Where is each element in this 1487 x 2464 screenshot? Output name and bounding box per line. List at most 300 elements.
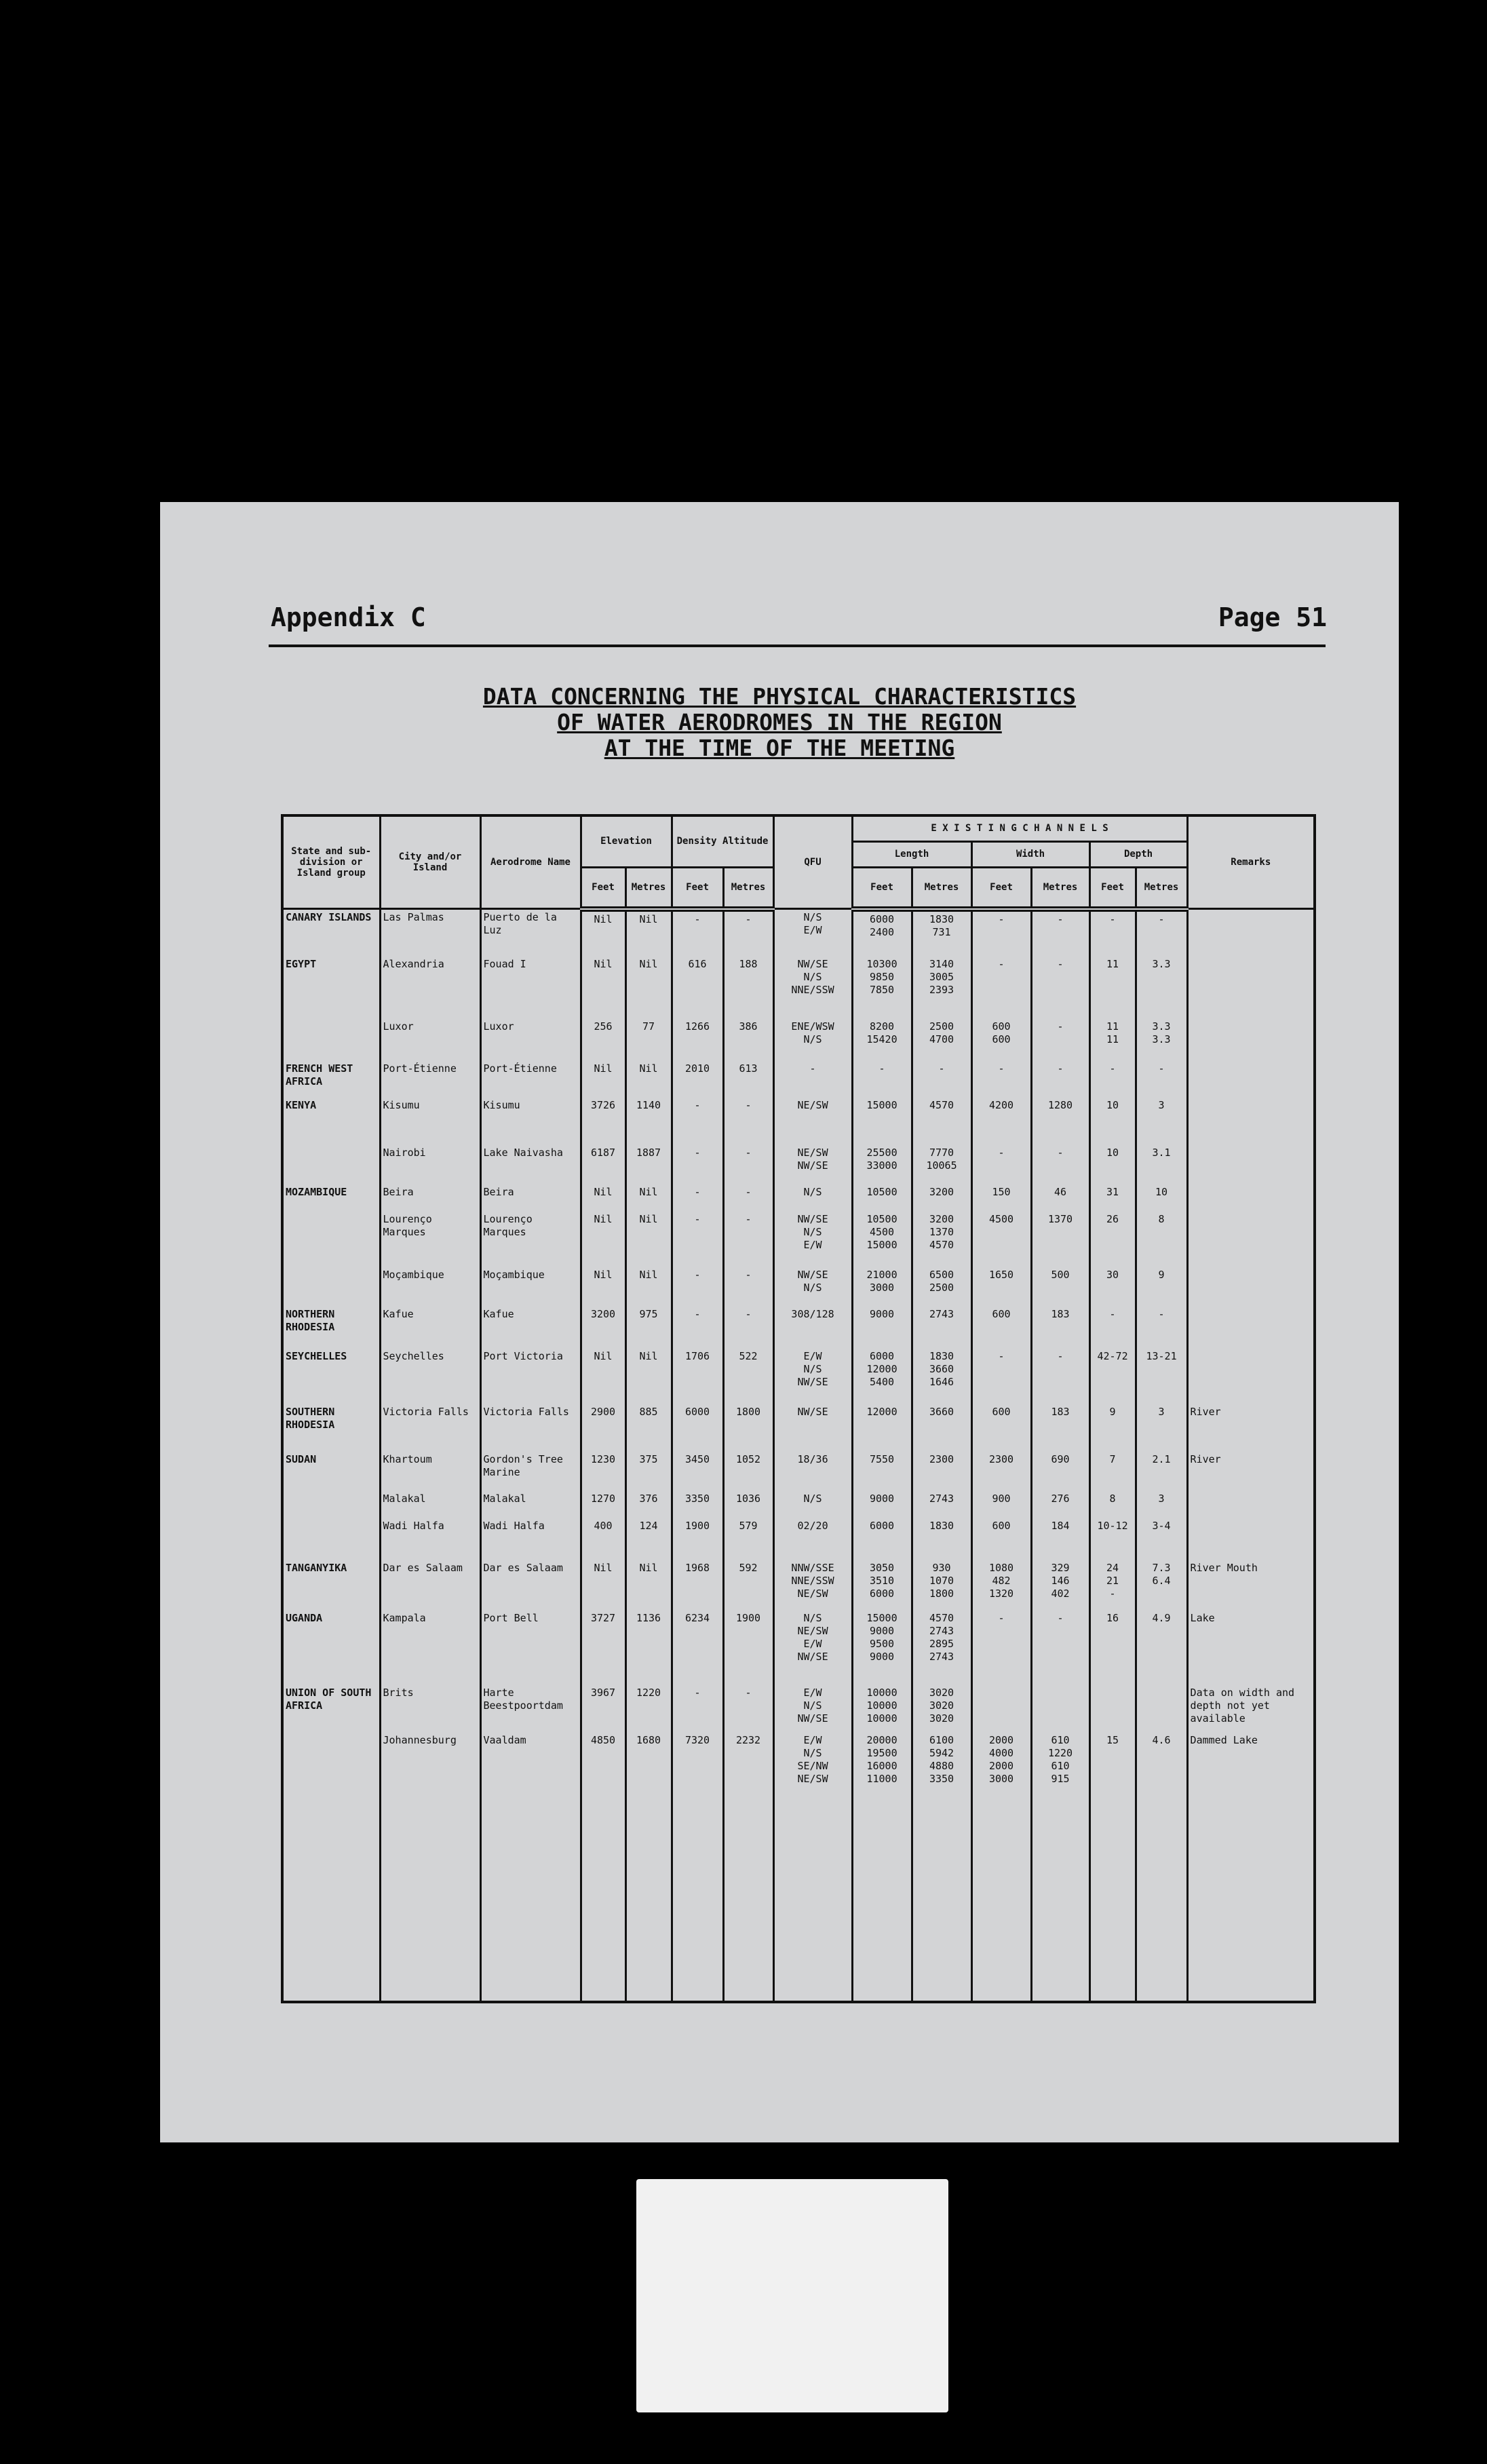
cell-elevation-metres: Nil <box>625 1061 672 1098</box>
cell-qfu: N/S <box>773 1491 852 1518</box>
cell-qfu: E/W N/S SE/NW NE/SW <box>773 1733 852 1807</box>
cell-width-metres: 1280 <box>1031 1098 1089 1145</box>
cell-depth-metres: 4.6 <box>1136 1733 1187 1807</box>
cell-remarks: Dammed Lake <box>1187 1733 1315 1807</box>
cell-elevation-feet: 3967 <box>581 1685 625 1733</box>
cell-aerodrome: Puerto de la Luz <box>480 909 581 957</box>
cell-city: Kampala <box>380 1611 480 1685</box>
table-row <box>282 1145 1315 1185</box>
cell-width-metres: 610 1220 610 915 <box>1031 1733 1089 1807</box>
cell-width-metres: 690 <box>1031 1452 1089 1491</box>
cell-qfu: NE/SW NW/SE <box>773 1145 852 1185</box>
cell-width-feet: 2000 4000 2000 3000 <box>971 1733 1031 1807</box>
cell-city: Victoria Falls <box>380 1404 480 1452</box>
cell-width-feet: 600 <box>971 1518 1031 1560</box>
cell-remarks <box>1187 1019 1315 1061</box>
cell-width-feet: 600 600 <box>971 1019 1031 1061</box>
col-depth: Depth <box>1089 841 1187 867</box>
cell-remarks <box>1187 909 1315 957</box>
col-elevation: Elevation <box>581 815 672 867</box>
cell-remarks <box>1187 1267 1315 1307</box>
cell-width-metres: 1370 <box>1031 1212 1089 1267</box>
cell-city: Khartoum <box>380 1452 480 1491</box>
cell-width-metres: 184 <box>1031 1518 1089 1560</box>
cell-depth-metres: 3.3 <box>1136 957 1187 1019</box>
cell-qfu: ENE/WSW N/S <box>773 1019 852 1061</box>
cell-aerodrome: Beira <box>480 1185 581 1212</box>
density-metres: Metres <box>723 867 773 909</box>
appendix-label: Appendix C <box>271 602 426 632</box>
table-row <box>282 1404 1315 1452</box>
cell-city: Kafue <box>380 1307 480 1349</box>
cell-length-metres: 4570 <box>912 1098 971 1145</box>
cell-width-metres <box>1031 1685 1089 1733</box>
cell-elevation-metres: 1220 <box>625 1685 672 1733</box>
cell-aerodrome: Vaaldam <box>480 1733 581 1807</box>
cell-elevation-feet: Nil <box>581 1212 625 1267</box>
cell-remarks <box>1187 957 1315 1019</box>
cell-elevation-feet: 2900 <box>581 1404 625 1452</box>
cell-depth-feet: 7 <box>1089 1452 1136 1491</box>
width-metres: Metres <box>1031 867 1089 909</box>
cell-density-feet: 6000 <box>672 1404 723 1452</box>
cell-remarks: Data on width and depth not yet available <box>1187 1685 1315 1733</box>
cell-depth-feet: 30 <box>1089 1267 1136 1307</box>
cell-state <box>282 1491 380 1518</box>
cell-elevation-metres: 77 <box>625 1019 672 1061</box>
cell-qfu: NW/SE N/S E/W <box>773 1212 852 1267</box>
cell-qfu: 02/20 <box>773 1518 852 1560</box>
cell-city: Moçambique <box>380 1267 480 1307</box>
cell-elevation-metres: 1680 <box>625 1733 672 1807</box>
cell-state: UNION OF SOUTH AFRICA <box>282 1685 380 1733</box>
cell-remarks <box>1187 1185 1315 1212</box>
cell-width-feet: 4200 <box>971 1098 1031 1145</box>
cell-elevation-metres: Nil <box>625 1267 672 1307</box>
cell-width-metres: - <box>1031 957 1089 1019</box>
cell-depth-metres: 8 <box>1136 1212 1187 1267</box>
width-feet: Feet <box>971 867 1031 909</box>
cell-width-metres: - <box>1031 1061 1089 1098</box>
cell-length-metres: 3140 3005 2393 <box>912 957 971 1019</box>
title-line-1: DATA CONCERNING THE PHYSICAL CHARACTERISTICS <box>482 683 1077 710</box>
col-length: Length <box>852 841 971 867</box>
cell-length-feet: 21000 3000 <box>852 1267 912 1307</box>
cell-length-feet: 3050 3510 6000 <box>852 1560 912 1611</box>
cell-elevation-feet: 3726 <box>581 1098 625 1145</box>
cell-remarks <box>1187 1061 1315 1098</box>
cell-density-metres: 2232 <box>723 1733 773 1807</box>
cell-density-feet: 1968 <box>672 1560 723 1611</box>
table-row <box>282 1212 1315 1267</box>
cell-density-feet: - <box>672 1267 723 1307</box>
cell-depth-feet: 16 <box>1089 1611 1136 1685</box>
cell-state: CANARY ISLANDS <box>282 909 380 957</box>
cell-width-metres: 500 <box>1031 1267 1089 1307</box>
density-feet: Feet <box>672 867 723 909</box>
table-row <box>282 909 1315 957</box>
cell-state: EGYPT <box>282 957 380 1019</box>
cell-width-metres: 183 <box>1031 1404 1089 1452</box>
blank-card <box>636 2179 948 2412</box>
cell-depth-feet: - <box>1089 1061 1136 1098</box>
cell-depth-metres: 3.3 3.3 <box>1136 1019 1187 1061</box>
cell-remarks <box>1187 1349 1315 1404</box>
cell-remarks <box>1187 1145 1315 1185</box>
cell-elevation-feet: 6187 <box>581 1145 625 1185</box>
cell-depth-metres: 3-4 <box>1136 1518 1187 1560</box>
aerodrome-table <box>281 814 1316 2003</box>
cell-city: Brits <box>380 1685 480 1733</box>
cell-state: TANGANYIKA <box>282 1560 380 1611</box>
cell-city: Seychelles <box>380 1349 480 1404</box>
cell-width-feet: - <box>971 957 1031 1019</box>
cell-state: NORTHERN RHODESIA <box>282 1307 380 1349</box>
cell-elevation-metres: 1887 <box>625 1145 672 1185</box>
page-number: Page 51 <box>1218 602 1327 632</box>
empty-cell <box>773 1807 852 2003</box>
cell-elevation-metres: 376 <box>625 1491 672 1518</box>
cell-width-feet: - <box>971 1061 1031 1098</box>
cell-length-feet: 15000 <box>852 1098 912 1145</box>
cell-length-metres: 1830 <box>912 1518 971 1560</box>
cell-depth-feet: 10 <box>1089 1145 1136 1185</box>
cell-qfu: N/S <box>773 1185 852 1212</box>
cell-elevation-feet: Nil <box>581 1560 625 1611</box>
depth-feet: Feet <box>1089 867 1136 909</box>
cell-qfu: 18/36 <box>773 1452 852 1491</box>
cell-state <box>282 1019 380 1061</box>
table-row <box>282 1061 1315 1098</box>
cell-aerodrome: Port Bell <box>480 1611 581 1685</box>
cell-length-metres: 1830 3660 1646 <box>912 1349 971 1404</box>
cell-qfu: NE/SW <box>773 1098 852 1145</box>
cell-density-feet: - <box>672 1098 723 1145</box>
table-body <box>282 909 1315 2003</box>
cell-qfu: 308/128 <box>773 1307 852 1349</box>
cell-density-metres: 592 <box>723 1560 773 1611</box>
col-aerodrome: Aerodrome Name <box>480 815 581 909</box>
col-existing-channels: E X I S T I N G C H A N N E L S <box>852 815 1187 841</box>
cell-depth-metres: 3 <box>1136 1098 1187 1145</box>
cell-remarks <box>1187 1212 1315 1267</box>
cell-width-metres: - <box>1031 1611 1089 1685</box>
table-row <box>282 1098 1315 1145</box>
depth-metres: Metres <box>1136 867 1187 909</box>
cell-elevation-metres: 975 <box>625 1307 672 1349</box>
cell-length-metres: 2300 <box>912 1452 971 1491</box>
table-row <box>282 957 1315 1019</box>
cell-length-metres: 3020 3020 3020 <box>912 1685 971 1733</box>
cell-width-feet: 600 <box>971 1307 1031 1349</box>
cell-city: Kisumu <box>380 1098 480 1145</box>
cell-depth-metres: 13-21 <box>1136 1349 1187 1404</box>
empty-cell <box>625 1807 672 2003</box>
cell-density-metres: 579 <box>723 1518 773 1560</box>
cell-qfu: E/W N/S NW/SE <box>773 1349 852 1404</box>
cell-width-metres: - <box>1031 909 1089 957</box>
cell-state: UGANDA <box>282 1611 380 1685</box>
cell-depth-feet: - <box>1089 1307 1136 1349</box>
cell-length-feet: 10300 9850 7850 <box>852 957 912 1019</box>
cell-density-metres: - <box>723 1185 773 1212</box>
cell-state <box>282 1267 380 1307</box>
cell-aerodrome: Wadi Halfa <box>480 1518 581 1560</box>
cell-depth-metres: - <box>1136 1307 1187 1349</box>
col-city: City and/or Island <box>380 815 480 909</box>
header-rule <box>269 644 1326 647</box>
cell-elevation-metres: 885 <box>625 1404 672 1452</box>
cell-remarks: River <box>1187 1404 1315 1452</box>
elevation-feet: Feet <box>581 867 625 909</box>
cell-aerodrome: Fouad I <box>480 957 581 1019</box>
cell-width-feet: 600 <box>971 1404 1031 1452</box>
empty-cell <box>1187 1807 1315 2003</box>
cell-elevation-feet: 400 <box>581 1518 625 1560</box>
cell-density-feet: 2010 <box>672 1061 723 1098</box>
cell-aerodrome: Kafue <box>480 1307 581 1349</box>
table-row <box>282 1560 1315 1611</box>
cell-state: MOZAMBIQUE <box>282 1185 380 1212</box>
cell-length-feet: 25500 33000 <box>852 1145 912 1185</box>
cell-elevation-metres: Nil <box>625 1349 672 1404</box>
cell-aerodrome: Lourenço Marques <box>480 1212 581 1267</box>
cell-qfu: NNW/SSE NNE/SSW NE/SW <box>773 1560 852 1611</box>
cell-depth-feet: 42-72 <box>1089 1349 1136 1404</box>
cell-depth-feet: 26 <box>1089 1212 1136 1267</box>
table-row <box>282 1019 1315 1061</box>
col-width: Width <box>971 841 1089 867</box>
cell-elevation-metres: Nil <box>625 1560 672 1611</box>
cell-width-feet: - <box>971 1349 1031 1404</box>
table-row <box>282 1491 1315 1518</box>
cell-state <box>282 1212 380 1267</box>
cell-elevation-metres: 1140 <box>625 1098 672 1145</box>
cell-city: Wadi Halfa <box>380 1518 480 1560</box>
cell-aerodrome: Harte Beestpoortdam <box>480 1685 581 1733</box>
cell-density-feet: 7320 <box>672 1733 723 1807</box>
cell-length-metres: 2743 <box>912 1491 971 1518</box>
cell-city: Malakal <box>380 1491 480 1518</box>
cell-density-metres: - <box>723 1267 773 1307</box>
cell-city: Las Palmas <box>380 909 480 957</box>
cell-length-metres: 3660 <box>912 1404 971 1452</box>
col-density-altitude: Density Altitude <box>672 815 773 867</box>
cell-density-metres: 1052 <box>723 1452 773 1491</box>
cell-length-feet: 6000 2400 <box>852 909 912 957</box>
cell-city: Johannesburg <box>380 1733 480 1807</box>
cell-length-feet: 6000 12000 5400 <box>852 1349 912 1404</box>
cell-elevation-metres: 124 <box>625 1518 672 1560</box>
cell-length-feet: 20000 19500 16000 11000 <box>852 1733 912 1807</box>
cell-depth-metres: 7.3 6.4 <box>1136 1560 1187 1611</box>
title-line-3: AT THE TIME OF THE MEETING <box>604 735 955 761</box>
cell-width-feet: - <box>971 909 1031 957</box>
cell-depth-metres: - <box>1136 909 1187 957</box>
cell-qfu: N/S NE/SW E/W NW/SE <box>773 1611 852 1685</box>
cell-width-feet <box>971 1685 1031 1733</box>
cell-length-feet: 15000 9000 9500 9000 <box>852 1611 912 1685</box>
cell-remarks: Lake <box>1187 1611 1315 1685</box>
cell-density-feet: 616 <box>672 957 723 1019</box>
table-row <box>282 1733 1315 1807</box>
cell-aerodrome: Luxor <box>480 1019 581 1061</box>
cell-elevation-feet: Nil <box>581 1061 625 1098</box>
cell-length-metres: - <box>912 1061 971 1098</box>
empty-cell <box>723 1807 773 2003</box>
cell-aerodrome: Port-Étienne <box>480 1061 581 1098</box>
cell-elevation-feet: 1270 <box>581 1491 625 1518</box>
empty-cell <box>480 1807 581 2003</box>
cell-density-feet: - <box>672 1685 723 1733</box>
cell-remarks <box>1187 1518 1315 1560</box>
col-qfu: QFU <box>773 815 852 909</box>
cell-length-metres: 4570 2743 2895 2743 <box>912 1611 971 1685</box>
cell-density-feet: 1706 <box>672 1349 723 1404</box>
cell-density-feet: - <box>672 1145 723 1185</box>
cell-elevation-feet: Nil <box>581 1349 625 1404</box>
cell-remarks <box>1187 1098 1315 1145</box>
cell-width-metres: 276 <box>1031 1491 1089 1518</box>
cell-aerodrome: Kisumu <box>480 1098 581 1145</box>
cell-length-feet: 10500 <box>852 1185 912 1212</box>
cell-depth-feet: 10 <box>1089 1098 1136 1145</box>
cell-length-feet: 8200 15420 <box>852 1019 912 1061</box>
cell-density-feet: - <box>672 909 723 957</box>
cell-depth-metres: 9 <box>1136 1267 1187 1307</box>
cell-depth-feet: 24 21 - <box>1089 1560 1136 1611</box>
cell-density-feet: 1900 <box>672 1518 723 1560</box>
cell-qfu: NW/SE N/S NNE/SSW <box>773 957 852 1019</box>
cell-length-feet: 10500 4500 15000 <box>852 1212 912 1267</box>
cell-width-feet: - <box>971 1611 1031 1685</box>
cell-width-metres: - <box>1031 1349 1089 1404</box>
cell-aerodrome: Port Victoria <box>480 1349 581 1404</box>
cell-city: Nairobi <box>380 1145 480 1185</box>
cell-length-feet: 9000 <box>852 1307 912 1349</box>
cell-density-metres: 1800 <box>723 1404 773 1452</box>
cell-length-metres: 2500 4700 <box>912 1019 971 1061</box>
table-row <box>282 1349 1315 1404</box>
cell-length-metres: 3200 <box>912 1185 971 1212</box>
cell-state: SEYCHELLES <box>282 1349 380 1404</box>
cell-state <box>282 1518 380 1560</box>
cell-city: Alexandria <box>380 957 480 1019</box>
cell-state: SOUTHERN RHODESIA <box>282 1404 380 1452</box>
cell-remarks <box>1187 1307 1315 1349</box>
cell-length-feet: - <box>852 1061 912 1098</box>
cell-depth-metres: 4.9 <box>1136 1611 1187 1685</box>
title-line-2: OF WATER AERODROMES IN THE REGION <box>557 709 1002 735</box>
length-metres: Metres <box>912 867 971 909</box>
cell-city: Dar es Salaam <box>380 1560 480 1611</box>
cell-width-metres: 329 146 402 <box>1031 1560 1089 1611</box>
cell-depth-metres: 2.1 <box>1136 1452 1187 1491</box>
cell-length-metres: 2743 <box>912 1307 971 1349</box>
empty-cell <box>971 1807 1031 2003</box>
cell-depth-metres: 10 <box>1136 1185 1187 1212</box>
cell-density-metres: 613 <box>723 1061 773 1098</box>
cell-aerodrome: Victoria Falls <box>480 1404 581 1452</box>
cell-density-feet: 1266 <box>672 1019 723 1061</box>
cell-depth-metres: 3.1 <box>1136 1145 1187 1185</box>
cell-qfu: E/W N/S NW/SE <box>773 1685 852 1733</box>
cell-city: Luxor <box>380 1019 480 1061</box>
cell-elevation-feet: Nil <box>581 909 625 957</box>
cell-state: FRENCH WEST AFRICA <box>282 1061 380 1098</box>
empty-cell <box>380 1807 480 2003</box>
col-state: State and sub-division or Island group <box>282 815 380 909</box>
cell-depth-metres: - <box>1136 1061 1187 1098</box>
cell-elevation-feet: Nil <box>581 1267 625 1307</box>
empty-cell <box>581 1807 625 2003</box>
cell-state <box>282 1733 380 1807</box>
cell-density-metres: - <box>723 1145 773 1185</box>
cell-width-feet: 1080 482 1320 <box>971 1560 1031 1611</box>
cell-qfu: N/S E/W <box>773 909 852 957</box>
cell-remarks: River <box>1187 1452 1315 1491</box>
empty-cell <box>672 1807 723 2003</box>
cell-width-feet: 2300 <box>971 1452 1031 1491</box>
table-row <box>282 1307 1315 1349</box>
cell-depth-feet: 31 <box>1089 1185 1136 1212</box>
cell-remarks: River Mouth <box>1187 1560 1315 1611</box>
table-row <box>282 1518 1315 1560</box>
cell-depth-feet: 8 <box>1089 1491 1136 1518</box>
cell-remarks <box>1187 1491 1315 1518</box>
cell-width-feet: 150 <box>971 1185 1031 1212</box>
cell-length-metres: 7770 10065 <box>912 1145 971 1185</box>
cell-length-metres: 1830 731 <box>912 909 971 957</box>
cell-elevation-feet: 3200 <box>581 1307 625 1349</box>
cell-elevation-feet: 3727 <box>581 1611 625 1685</box>
cell-density-metres: 1036 <box>723 1491 773 1518</box>
cell-elevation-metres: Nil <box>625 1212 672 1267</box>
document-page <box>160 502 1399 2142</box>
document-title <box>160 684 1399 761</box>
cell-elevation-feet: Nil <box>581 1185 625 1212</box>
empty-cell <box>1089 1807 1136 2003</box>
cell-elevation-metres: Nil <box>625 957 672 1019</box>
cell-density-metres: - <box>723 1212 773 1267</box>
cell-density-metres: - <box>723 1307 773 1349</box>
cell-city: Beira <box>380 1185 480 1212</box>
cell-aerodrome: Dar es Salaam <box>480 1560 581 1611</box>
table-filler-row <box>282 1807 1315 2003</box>
table-row <box>282 1267 1315 1307</box>
col-remarks: Remarks <box>1187 815 1315 909</box>
cell-density-feet: 3350 <box>672 1491 723 1518</box>
cell-depth-feet: 10-12 <box>1089 1518 1136 1560</box>
cell-depth-feet: 15 <box>1089 1733 1136 1807</box>
table-row <box>282 1452 1315 1491</box>
cell-depth-feet: - <box>1089 909 1136 957</box>
cell-length-metres: 6100 5942 4880 3350 <box>912 1733 971 1807</box>
cell-density-metres: - <box>723 1685 773 1733</box>
cell-length-feet: 7550 <box>852 1452 912 1491</box>
cell-depth-feet: 11 11 <box>1089 1019 1136 1061</box>
cell-city: Lourenço Marques <box>380 1212 480 1267</box>
cell-width-feet: 900 <box>971 1491 1031 1518</box>
cell-width-metres: 183 <box>1031 1307 1089 1349</box>
cell-length-metres: 6500 2500 <box>912 1267 971 1307</box>
cell-width-feet: 1650 <box>971 1267 1031 1307</box>
cell-elevation-metres: Nil <box>625 909 672 957</box>
cell-length-feet: 12000 <box>852 1404 912 1452</box>
cell-elevation-feet: 4850 <box>581 1733 625 1807</box>
elevation-metres: Metres <box>625 867 672 909</box>
cell-depth-metres <box>1136 1685 1187 1733</box>
